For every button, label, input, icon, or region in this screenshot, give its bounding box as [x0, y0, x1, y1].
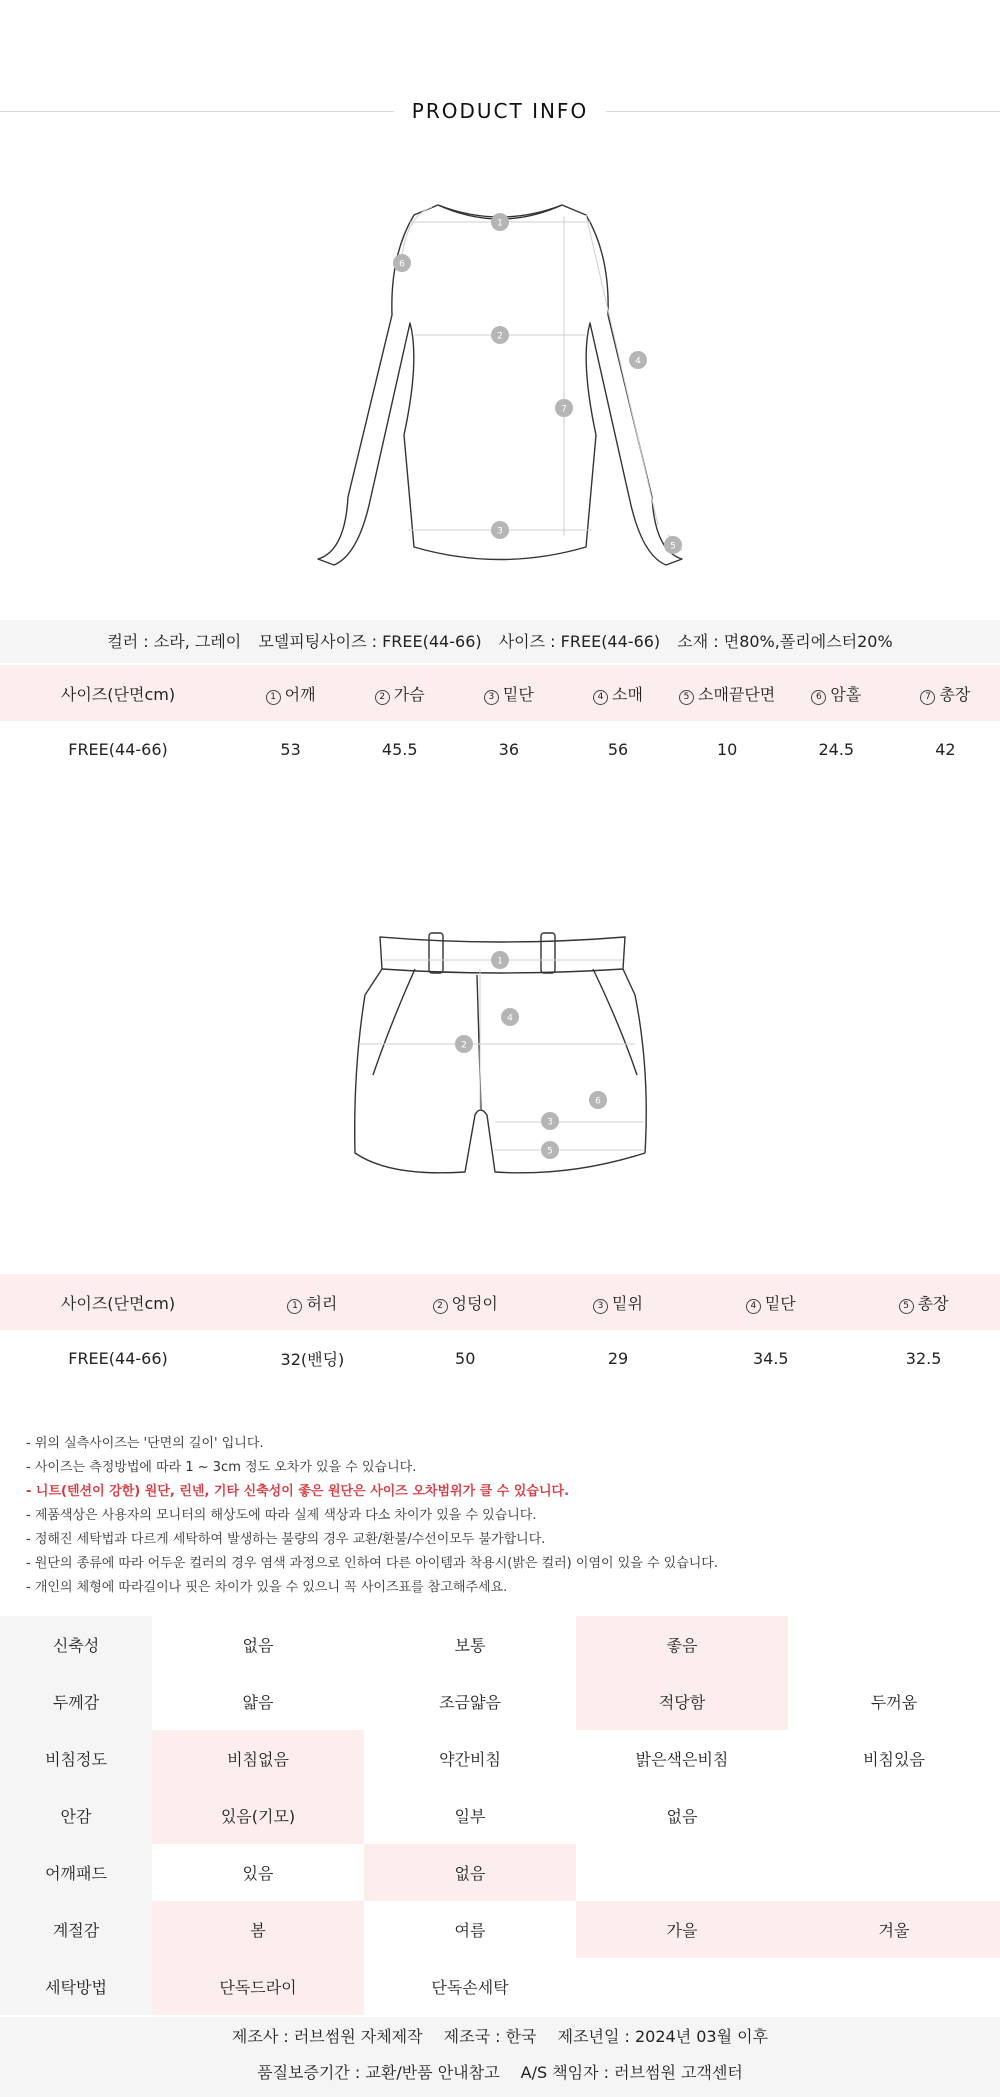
header-cell: 4 소매 [563, 665, 672, 721]
attribute-label: 어깨패드 [0, 1844, 152, 1901]
attribute-label: 비침정도 [0, 1730, 152, 1787]
table-cell: 29 [607, 1348, 629, 1368]
note-line: - 정해진 세탁법과 다르게 세탁하여 발생하는 불량의 경우 교환/환불/수선이모두 불가합니다. [26, 1532, 546, 1547]
attribute-option-selected: 있음(기모) [152, 1787, 364, 1844]
header-cell: 3 밑단 [454, 665, 563, 721]
header-cell: 5 소매끝단면 [673, 665, 782, 721]
table-cell: 24.5 [818, 739, 855, 759]
note-line: - 개인의 체형에 따라길이나 핏은 차이가 있을 수 있으니 꼭 사이즈표를 참고해주세요. [26, 1580, 508, 1595]
table-row [0, 1330, 1000, 1386]
attribute-row [0, 1787, 1000, 1844]
header-cell: 1 어깨 [236, 665, 345, 721]
material-info: 소재 : 면80%,폴리에스터20% [677, 632, 893, 651]
bottom-size-table [0, 1274, 1000, 1386]
section-title-text: PRODUCT INFO [394, 99, 606, 123]
svg-text:7: 7 [561, 404, 567, 415]
attribute-option [576, 1844, 788, 1901]
attribute-option: 두꺼움 [870, 1693, 918, 1712]
table-cell: 45.5 [381, 739, 418, 759]
bottom-size-table-header [0, 1274, 1000, 1330]
size-notes [26, 1432, 986, 1600]
note-line: - 원단의 종류에 따라 어두운 컬러의 경우 염색 과정으로 인하여 다른 아이템과 착용시(밝은 컬러) 이염이 있을 수 있습니다. [26, 1556, 719, 1571]
attribute-row [0, 1616, 1000, 1673]
svg-text:5: 5 [670, 541, 676, 552]
note-line-warning: - 니트(텐션이 강한) 원단, 린넨, 기타 신축성이 좋은 원단은 사이즈 오차범위가 클 수 있습니다. [26, 1484, 570, 1499]
svg-text:4: 4 [507, 1013, 513, 1024]
table-cell: 42 [935, 739, 956, 759]
table-cell: FREE(44-66) [68, 1348, 168, 1368]
svg-text:2: 2 [461, 1040, 467, 1051]
header-cell: 6 암홀 [782, 665, 891, 721]
header-cell: 사이즈(단면cm) [0, 665, 236, 721]
header-cell: 2 엉덩이 [389, 1274, 542, 1330]
attribute-label: 두께감 [0, 1673, 152, 1730]
shorts-illustration [345, 925, 665, 1185]
attribute-option [576, 1958, 788, 2015]
note-line: - 위의 실측사이즈는 '단면의 길이' 입니다. [26, 1436, 264, 1451]
attribute-option-selected: 없음 [364, 1844, 576, 1901]
attribute-option: 없음 [242, 1636, 274, 1655]
attribute-label: 세탁방법 [0, 1958, 152, 2015]
warranty-info: 품질보증기간 : 교환/반품 안내참고 [257, 2063, 500, 2082]
date-info: 제조년일 : 2024년 03월 이후 [557, 2027, 769, 2046]
svg-text:3: 3 [497, 526, 503, 537]
table-row [0, 721, 1000, 777]
table-cell: 36 [498, 739, 520, 759]
manufacturer-info [0, 2017, 1000, 2097]
attribute-option [788, 1787, 1000, 1844]
header-cell: 4 밑단 [694, 1274, 847, 1330]
maker-info: 제조사 : 러브썸원 자체제작 [231, 2027, 423, 2046]
attribute-option: 단독손세탁 [431, 1978, 509, 1997]
attribute-option-selected: 단독드라이 [152, 1958, 364, 2015]
model-size-info: 모델피팅사이즈 : FREE(44-66) [258, 632, 482, 651]
svg-text:1: 1 [497, 218, 503, 229]
svg-text:2: 2 [497, 331, 503, 342]
table-cell: 32.5 [905, 1348, 942, 1368]
attribute-option [788, 1844, 1000, 1901]
attribute-option [788, 1616, 1000, 1673]
note-line: - 사이즈는 측정방법에 따라 1 ~ 3cm 정도 오차가 있을 수 있습니다. [26, 1460, 417, 1475]
attribute-option-selected: 적당함 [576, 1673, 788, 1730]
fabric-attribute-table [0, 1616, 1000, 2015]
table-cell: 10 [716, 739, 738, 759]
attribute-option-selected: 비침없음 [152, 1730, 364, 1787]
size-info: 사이즈 : FREE(44-66) [498, 632, 661, 651]
svg-text:6: 6 [595, 1096, 601, 1107]
as-info: A/S 책임자 : 러브썸원 고객센터 [520, 2063, 743, 2082]
table-cell: 34.5 [752, 1348, 789, 1368]
attribute-row [0, 1958, 1000, 2015]
top-product-info-bar [0, 620, 1000, 663]
top-size-table-header [0, 665, 1000, 721]
attribute-row [0, 1673, 1000, 1730]
note-line: - 제품색상은 사용자의 모니터의 해상도에 따라 실제 색상과 다소 차이가 있을 수 있습니다. [26, 1508, 537, 1523]
svg-text:3: 3 [547, 1117, 553, 1128]
attribute-option: 없음 [666, 1807, 698, 1826]
attribute-option-selected: 봄 [152, 1901, 364, 1958]
attribute-option: 조금얇음 [439, 1693, 501, 1712]
attribute-label: 안감 [0, 1787, 152, 1844]
attribute-row [0, 1901, 1000, 1958]
svg-text:6: 6 [399, 259, 405, 270]
attribute-option: 일부 [454, 1807, 486, 1826]
attribute-option: 여름 [454, 1921, 486, 1940]
table-cell: FREE(44-66) [68, 739, 168, 759]
color-info: 컬러 : 소라, 그레이 [107, 632, 242, 651]
top-garment-illustration [290, 195, 710, 570]
svg-text:1: 1 [497, 956, 503, 967]
attribute-row [0, 1730, 1000, 1787]
attribute-option: 얇음 [242, 1693, 274, 1712]
header-cell: 2 가슴 [345, 665, 454, 721]
header-cell: 7 총장 [891, 665, 1000, 721]
country-info: 제조국 : 한국 [443, 2027, 537, 2046]
attribute-option-selected: 좋음 [576, 1616, 788, 1673]
attribute-option: 약간비침 [439, 1750, 501, 1769]
table-cell: 32(밴딩) [280, 1349, 345, 1369]
svg-text:5: 5 [547, 1146, 553, 1157]
attribute-label: 신축성 [0, 1616, 152, 1673]
table-cell: 56 [607, 739, 629, 759]
attribute-option-selected: 겨울 [788, 1901, 1000, 1958]
attribute-label: 계절감 [0, 1901, 152, 1958]
table-cell: 50 [455, 1348, 476, 1368]
svg-text:4: 4 [635, 356, 641, 367]
header-cell: 5 총장 [847, 1274, 1000, 1330]
attribute-row [0, 1844, 1000, 1901]
header-cell: 3 밑위 [542, 1274, 695, 1330]
top-size-table [0, 665, 1000, 777]
attribute-option: 있음 [242, 1864, 274, 1883]
header-cell: 사이즈(단면cm) [0, 1274, 236, 1330]
attribute-option [788, 1958, 1000, 2015]
attribute-option-selected: 가을 [576, 1901, 788, 1958]
attribute-option: 보통 [454, 1636, 486, 1655]
attribute-option: 비침있음 [863, 1750, 925, 1769]
header-cell: 1 허리 [236, 1274, 389, 1330]
table-cell: 53 [280, 739, 301, 759]
section-title [0, 96, 1000, 126]
attribute-option: 밝은색은비침 [635, 1750, 729, 1769]
